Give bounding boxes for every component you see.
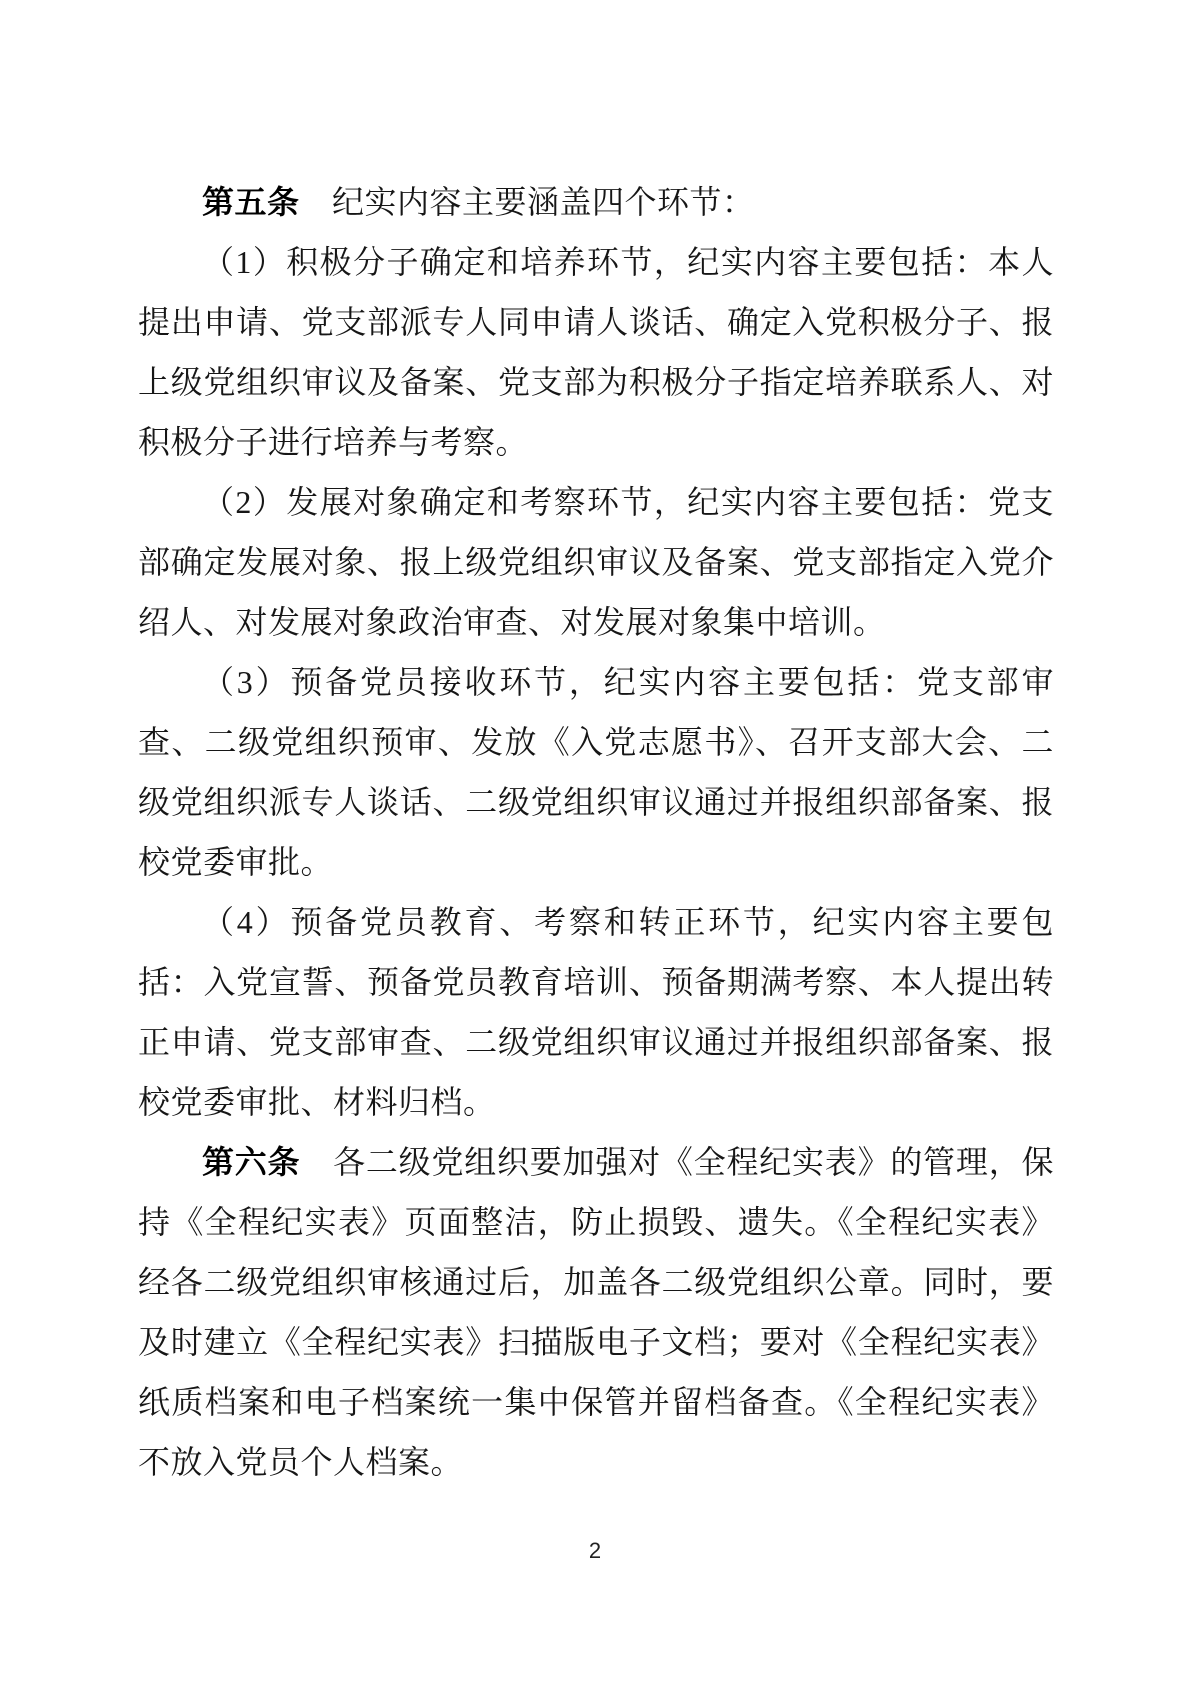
clause-5-label: 第五条 xyxy=(202,184,300,220)
document-body xyxy=(138,172,1054,1492)
paragraph-text: 各二级党组织要加强对《全程纪实表》的管理，保持《全程纪实表》页面整洁，防止损毁、遗失。《全程纪实表》经各二级党组织审核通过后，加盖各二级党组织公章。同时，要及时建立《全程纪实表》扫描版电子文档；要对《全程纪实表》纸质档案和电子档案统一集中保管并留档备查。《全程纪实表》不放入党员个人档案。 xyxy=(138,1144,1054,1480)
paragraph-item-3 xyxy=(138,652,1054,892)
paragraph-clause-6 xyxy=(138,1132,1054,1492)
paragraph-text: 纪实内容主要涵盖四个环节： xyxy=(299,184,755,220)
page-number: 2 xyxy=(588,1538,602,1563)
paragraph-item-4 xyxy=(138,892,1054,1132)
clause-6-label: 第六条 xyxy=(202,1144,301,1180)
paragraph-clause-5 xyxy=(138,172,1054,232)
paragraph-text: （4）预备党员教育、考察和转正环节，纪实内容主要包括：入党宣誓、预备党员教育培训、预备期满考察、本人提出转正申请、党支部审查、二级党组织审议通过并报组织部备案、报校党委审批、材料归档。 xyxy=(138,904,1054,1120)
paragraph-text: （3）预备党员接收环节，纪实内容主要包括：党支部审查、二级党组织预审、发放《入党志愿书》、召开支部大会、二级党组织派专人谈话、二级党组织审议通过并报组织部备案、报校党委审批。 xyxy=(138,664,1054,880)
paragraph-text: （1）积极分子确定和培养环节，纪实内容主要包括：本人提出申请、党支部派专人同申请人谈话、确定入党积极分子、报上级党组织审议及备案、党支部为积极分子指定培养联系人、对积极分子进行培养与考察。 xyxy=(138,244,1054,460)
paragraph-item-2 xyxy=(138,472,1054,652)
paragraph-item-1 xyxy=(138,232,1054,472)
paragraph-text: （2）发展对象确定和考察环节，纪实内容主要包括：党支部确定发展对象、报上级党组织审议及备案、党支部指定入党介绍人、对发展对象政治审查、对发展对象集中培训。 xyxy=(138,484,1054,640)
